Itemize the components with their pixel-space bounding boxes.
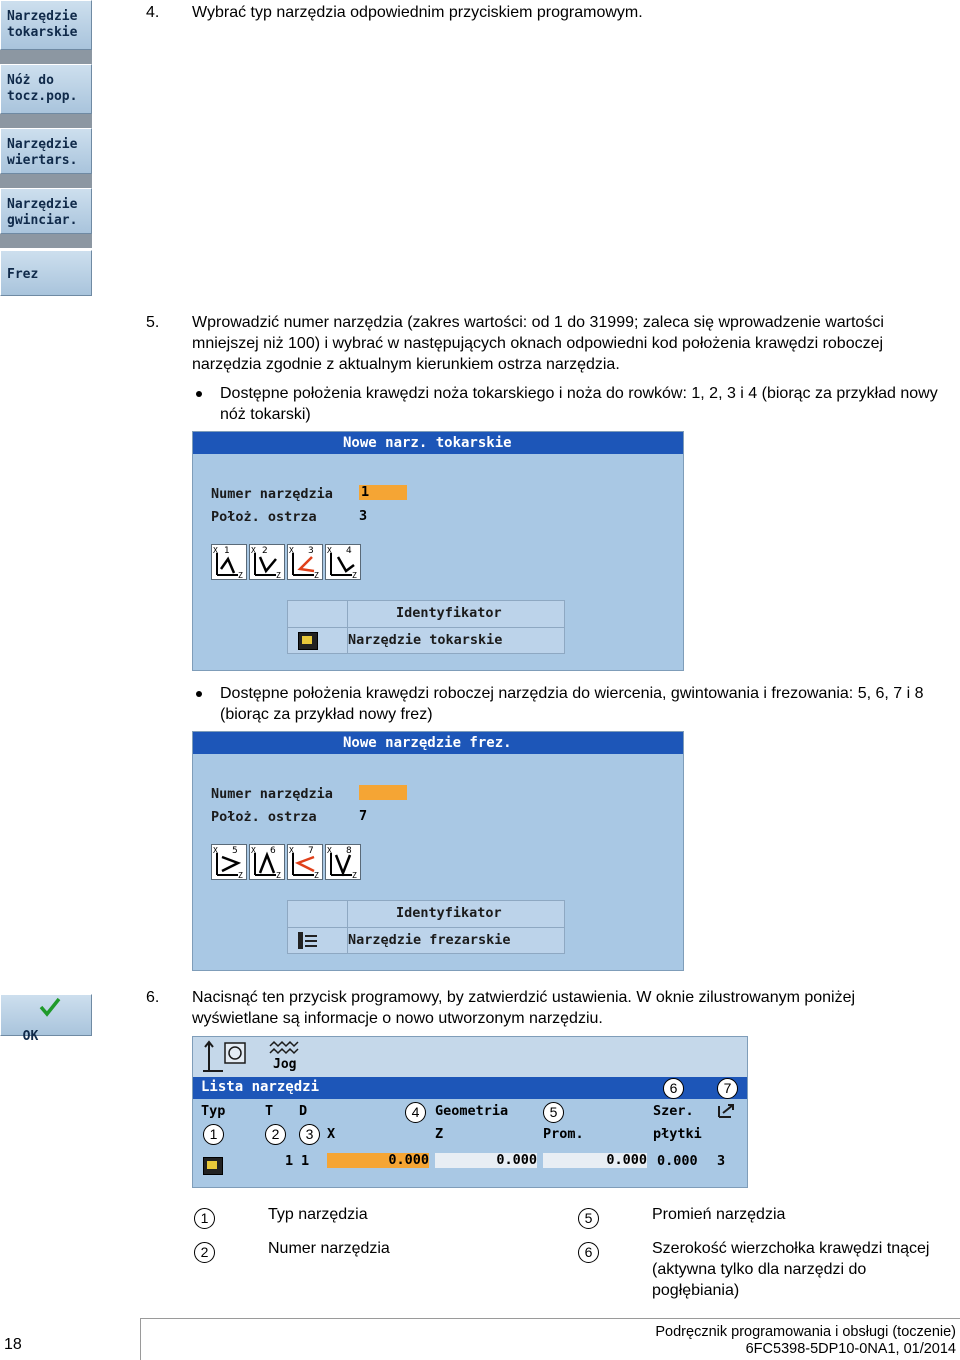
tool-number-label: Numer narzędzia [211, 786, 333, 802]
edge-position-5-icon[interactable] [211, 844, 247, 880]
step-6-number: 6. [146, 989, 160, 1006]
axis-z-label: Z [314, 571, 319, 579]
axis-z-label: Z [352, 571, 357, 579]
col-header-geometry: Geometria [435, 1103, 509, 1119]
turning-tool-type-icon [203, 1157, 223, 1175]
dialog-title: Nowe narzędzie frez. [193, 732, 683, 754]
softkey-turning-tool[interactable]: Narzędzie tokarskie [0, 0, 92, 50]
edge-position-number: 1 [224, 546, 230, 556]
bullet-milling-edges: Dostępne położenia krawędzi roboczej narzędzia do wiercenia, gwintowania i frezowania: 5, 6, 7 i 8 (biorąc za przykład nowy frez) [220, 685, 924, 723]
axis-z-label: Z [238, 871, 243, 879]
row-d-value[interactable]: 1 [301, 1153, 310, 1169]
callout-4: 4 [405, 1102, 426, 1123]
identifier-table [287, 600, 565, 654]
edge-position-number: 4 [346, 546, 352, 556]
edge-position-value[interactable]: 3 [359, 508, 368, 524]
machine-mode-icon[interactable] [201, 1039, 251, 1075]
axis-x-label: X [327, 546, 332, 555]
edge-position-number: 8 [346, 846, 352, 856]
edge-position-6-icon[interactable] [249, 844, 285, 880]
mode-jog-label: Jog [273, 1057, 297, 1072]
callout-5: 5 [543, 1102, 564, 1123]
bullet-turning-edges: Dostępne położenia krawędzi noża tokarskiego i noża do rowków: 1, 2, 3 i 4 (biorąc za przykład nowy nóż tokarski) [220, 385, 938, 423]
softkey-separator [0, 50, 92, 64]
callout-3: 3 [299, 1124, 320, 1145]
legend-text: Numer narzędzia [268, 1240, 390, 1257]
col-header-radius: Prom. [543, 1126, 584, 1142]
edge-position-label: Położ. ostrza [211, 509, 317, 525]
identifier-value[interactable]: Narzędzie tokarskie [348, 632, 503, 648]
legend-number: 1 [194, 1208, 215, 1229]
identifier-header: Identyfikator [396, 605, 502, 621]
page-number: 18 [4, 1336, 22, 1353]
axis-x-label: X [289, 546, 294, 555]
callout-1: 1 [203, 1124, 224, 1145]
edge-position-number: 6 [270, 846, 276, 856]
row-t-value[interactable]: 1 [285, 1153, 294, 1169]
edge-position-1-icon[interactable] [211, 544, 247, 580]
edge-orientation-icon [717, 1103, 737, 1119]
bullet-dot [196, 691, 202, 697]
softkey-tap-tool[interactable]: Narzędzie gwinciar. [0, 188, 92, 234]
row-width-value[interactable]: 0.000 [657, 1153, 698, 1169]
edge-position-2-icon[interactable] [249, 544, 285, 580]
axis-x-label: X [213, 546, 218, 555]
callout-7: 7 [717, 1078, 738, 1099]
tool-number-label: Numer narzędzia [211, 486, 333, 502]
col-header-x: X [327, 1126, 336, 1142]
col-header-type: Typ [201, 1103, 226, 1119]
edge-position-label: Położ. ostrza [211, 809, 317, 825]
edge-position-number: 7 [308, 846, 314, 856]
row-radius-value[interactable]: 0.000 [543, 1153, 647, 1168]
callout-2: 2 [265, 1124, 286, 1145]
tool-number-input[interactable] [359, 785, 407, 800]
col-header-z: Z [435, 1126, 444, 1142]
edge-position-3-icon[interactable] [287, 544, 323, 580]
callout-6: 6 [663, 1078, 684, 1099]
footer-doc-id: 6FC5398-5DP10-0NA1, 01/2014 [745, 1341, 956, 1357]
col-header-d: D [299, 1103, 308, 1119]
dialog-new-milling-tool [192, 731, 684, 971]
step-6-text: Nacisnąć ten przycisk programowy, by zatwierdzić ustawienia. W oknie zilustrowanym poniżej wyświetlane są informacje o nowo utworzonym narzędziu. [192, 989, 856, 1027]
softkey-separator [0, 234, 92, 248]
dialog-new-turning-tool [192, 431, 684, 671]
axis-z-label: Z [238, 571, 243, 579]
identifier-value[interactable]: Narzędzie frezarskie [348, 932, 511, 948]
edge-position-7-icon[interactable] [287, 844, 323, 880]
ok-label: OK [22, 1029, 39, 1044]
milling-tool-type-icon [298, 932, 318, 949]
step-4-number: 4. [146, 4, 160, 21]
legend-text: Promień narzędzia [652, 1206, 786, 1223]
identifier-header: Identyfikator [396, 905, 502, 921]
edge-position-number: 2 [262, 546, 268, 556]
legend-text: Typ narzędzia [268, 1206, 368, 1223]
row-edge-value[interactable]: 3 [717, 1153, 726, 1169]
col-header-width: Szer. [653, 1103, 694, 1119]
ok-softkey[interactable] [0, 994, 92, 1044]
legend-number: 5 [578, 1208, 599, 1229]
step-4-text: Wybrać typ narzędzia odpowiednim przyciskiem programowym. [192, 4, 643, 21]
edge-position-8-icon[interactable] [325, 844, 361, 880]
checkmark-icon [39, 997, 61, 1017]
footer-divider-vertical [140, 1318, 141, 1360]
tool-number-value: 1 [361, 484, 370, 500]
softkey-mill-tool[interactable]: Frez [0, 250, 92, 296]
edge-position-4-icon[interactable] [325, 544, 361, 580]
axis-x-label: X [327, 846, 332, 855]
jog-wave-icon [269, 1040, 299, 1056]
edge-position-value[interactable]: 7 [359, 808, 368, 824]
identifier-table [287, 900, 565, 954]
legend-number: 6 [578, 1242, 599, 1263]
footer-divider [140, 1318, 960, 1319]
axis-z-label: Z [352, 871, 357, 879]
axis-x-label: X [251, 546, 256, 555]
row-z-value[interactable]: 0.000 [435, 1153, 537, 1168]
axis-x-label: X [251, 846, 256, 855]
edge-position-number: 3 [308, 546, 314, 556]
tool-list-title: Lista narzędzi [201, 1079, 320, 1095]
axis-z-label: Z [276, 571, 281, 579]
step-5-number: 5. [146, 314, 160, 331]
softkey-drill-tool[interactable]: Narzędzie wiertars. [0, 128, 92, 174]
row-x-value[interactable]: 0.000 [327, 1153, 429, 1168]
edge-position-number: 5 [232, 846, 238, 856]
step-5-text: Wprowadzić numer narzędzia (zakres wartości: od 1 do 31999; zaleca się wprowadzenie wartości mniejszej niż 100) i wybrać w następujących oknach odpowiedni kod położenia krawędzi roboczej narzędzia zgodnie z aktualnym kierunkiem ostrza narzędzia. [192, 314, 884, 373]
col-header-t: T [265, 1103, 274, 1119]
legend-number: 2 [194, 1242, 215, 1263]
col-header-width-2: płytki [653, 1126, 702, 1142]
axis-z-label: Z [276, 871, 281, 879]
softkey-separator [0, 174, 92, 188]
softkey-grooving-tool[interactable]: Nóż do tocz.pop. [0, 64, 92, 114]
dialog-title: Nowe narz. tokarskie [193, 432, 683, 454]
footer-title: Podręcznik programowania i obsługi (toczenie) [655, 1324, 956, 1340]
axis-x-label: X [289, 846, 294, 855]
axis-z-label: Z [314, 871, 319, 879]
bullet-dot [196, 391, 202, 397]
axis-x-label: X [213, 846, 218, 855]
legend-text: Szerokość wierzchołka krawędzi tnącej (aktywna tylko dla narzędzi do pogłębiania) [652, 1240, 930, 1299]
tool-number-input[interactable] [359, 485, 407, 500]
turning-tool-type-icon [298, 632, 318, 650]
tool-list-screen [192, 1036, 748, 1188]
softkey-separator [0, 114, 92, 128]
